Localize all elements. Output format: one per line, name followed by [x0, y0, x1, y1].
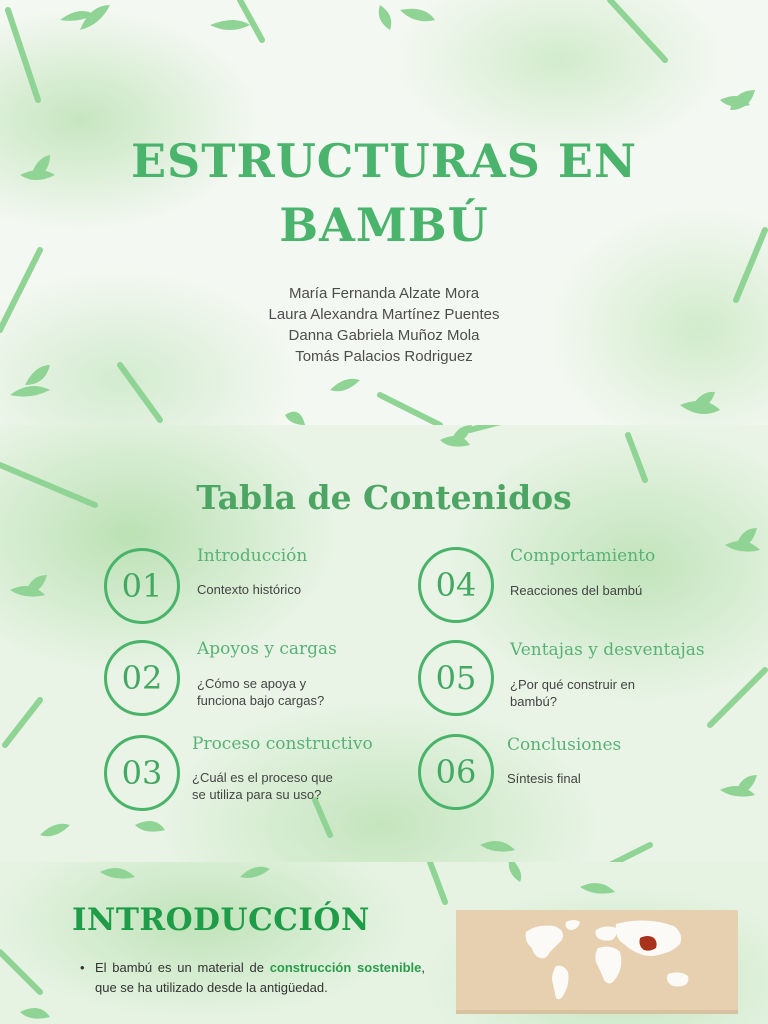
cover-title-line1: ESTRUCTURAS EN [130, 134, 638, 188]
authors-list [0, 283, 768, 367]
world-map-image [456, 910, 738, 1014]
toc-item-title: Ventajas y desventajas [510, 640, 705, 660]
toc-number-circle: 01 [104, 548, 180, 624]
cover-title-line2: BAMBÚ [279, 198, 489, 252]
toc-item-title: Conclusiones [507, 735, 622, 755]
world-map-icon [456, 910, 738, 1014]
highlight-term: construcción sostenible [269, 960, 422, 975]
cover-slide [0, 0, 768, 425]
intro-heading: INTRODUCCIÓN [72, 902, 370, 938]
toc-number-circle: 03 [104, 735, 180, 811]
toc-item-title: Apoyos y cargas [197, 639, 337, 659]
toc-item-desc: Contexto histórico [197, 582, 302, 597]
author-name: Tomás Palacios Rodriguez [295, 348, 473, 365]
toc-item-title: Introducción [197, 546, 308, 566]
author-name: Laura Alexandra Martínez Puentes [268, 306, 500, 323]
toc-item-desc: ¿Por qué construir en bambú? [510, 677, 636, 709]
toc-number-circle: 06 [418, 734, 494, 810]
toc-item-desc: Reacciones del bambú [510, 583, 643, 598]
toc-item-desc: ¿Cuál es el proceso que se utiliza para su uso? [192, 770, 333, 802]
toc-number-circle: 05 [418, 640, 494, 716]
toc-item-desc: ¿Cómo se apoya y funciona bajo cargas? [197, 676, 325, 708]
toc-number-circle: 02 [104, 640, 180, 716]
bullet-point: • [80, 960, 85, 975]
intro-paragraph: • El bambú es un material de construcción sostenible, que se ha utilizado desde la antigüedad. [80, 960, 425, 995]
toc-item-desc: Síntesis final [507, 771, 581, 786]
toc-item-title: Comportamiento [510, 546, 656, 566]
author-name: Danna Gabriela Muñoz Mola [288, 327, 480, 344]
panel-divider [456, 1010, 738, 1014]
author-name: María Fernanda Alzate Mora [288, 285, 480, 302]
toc-item-title: Proceso constructivo [192, 734, 373, 754]
toc-number-circle: 04 [418, 547, 494, 623]
toc-heading: Tabla de Contenidos [196, 478, 572, 517]
